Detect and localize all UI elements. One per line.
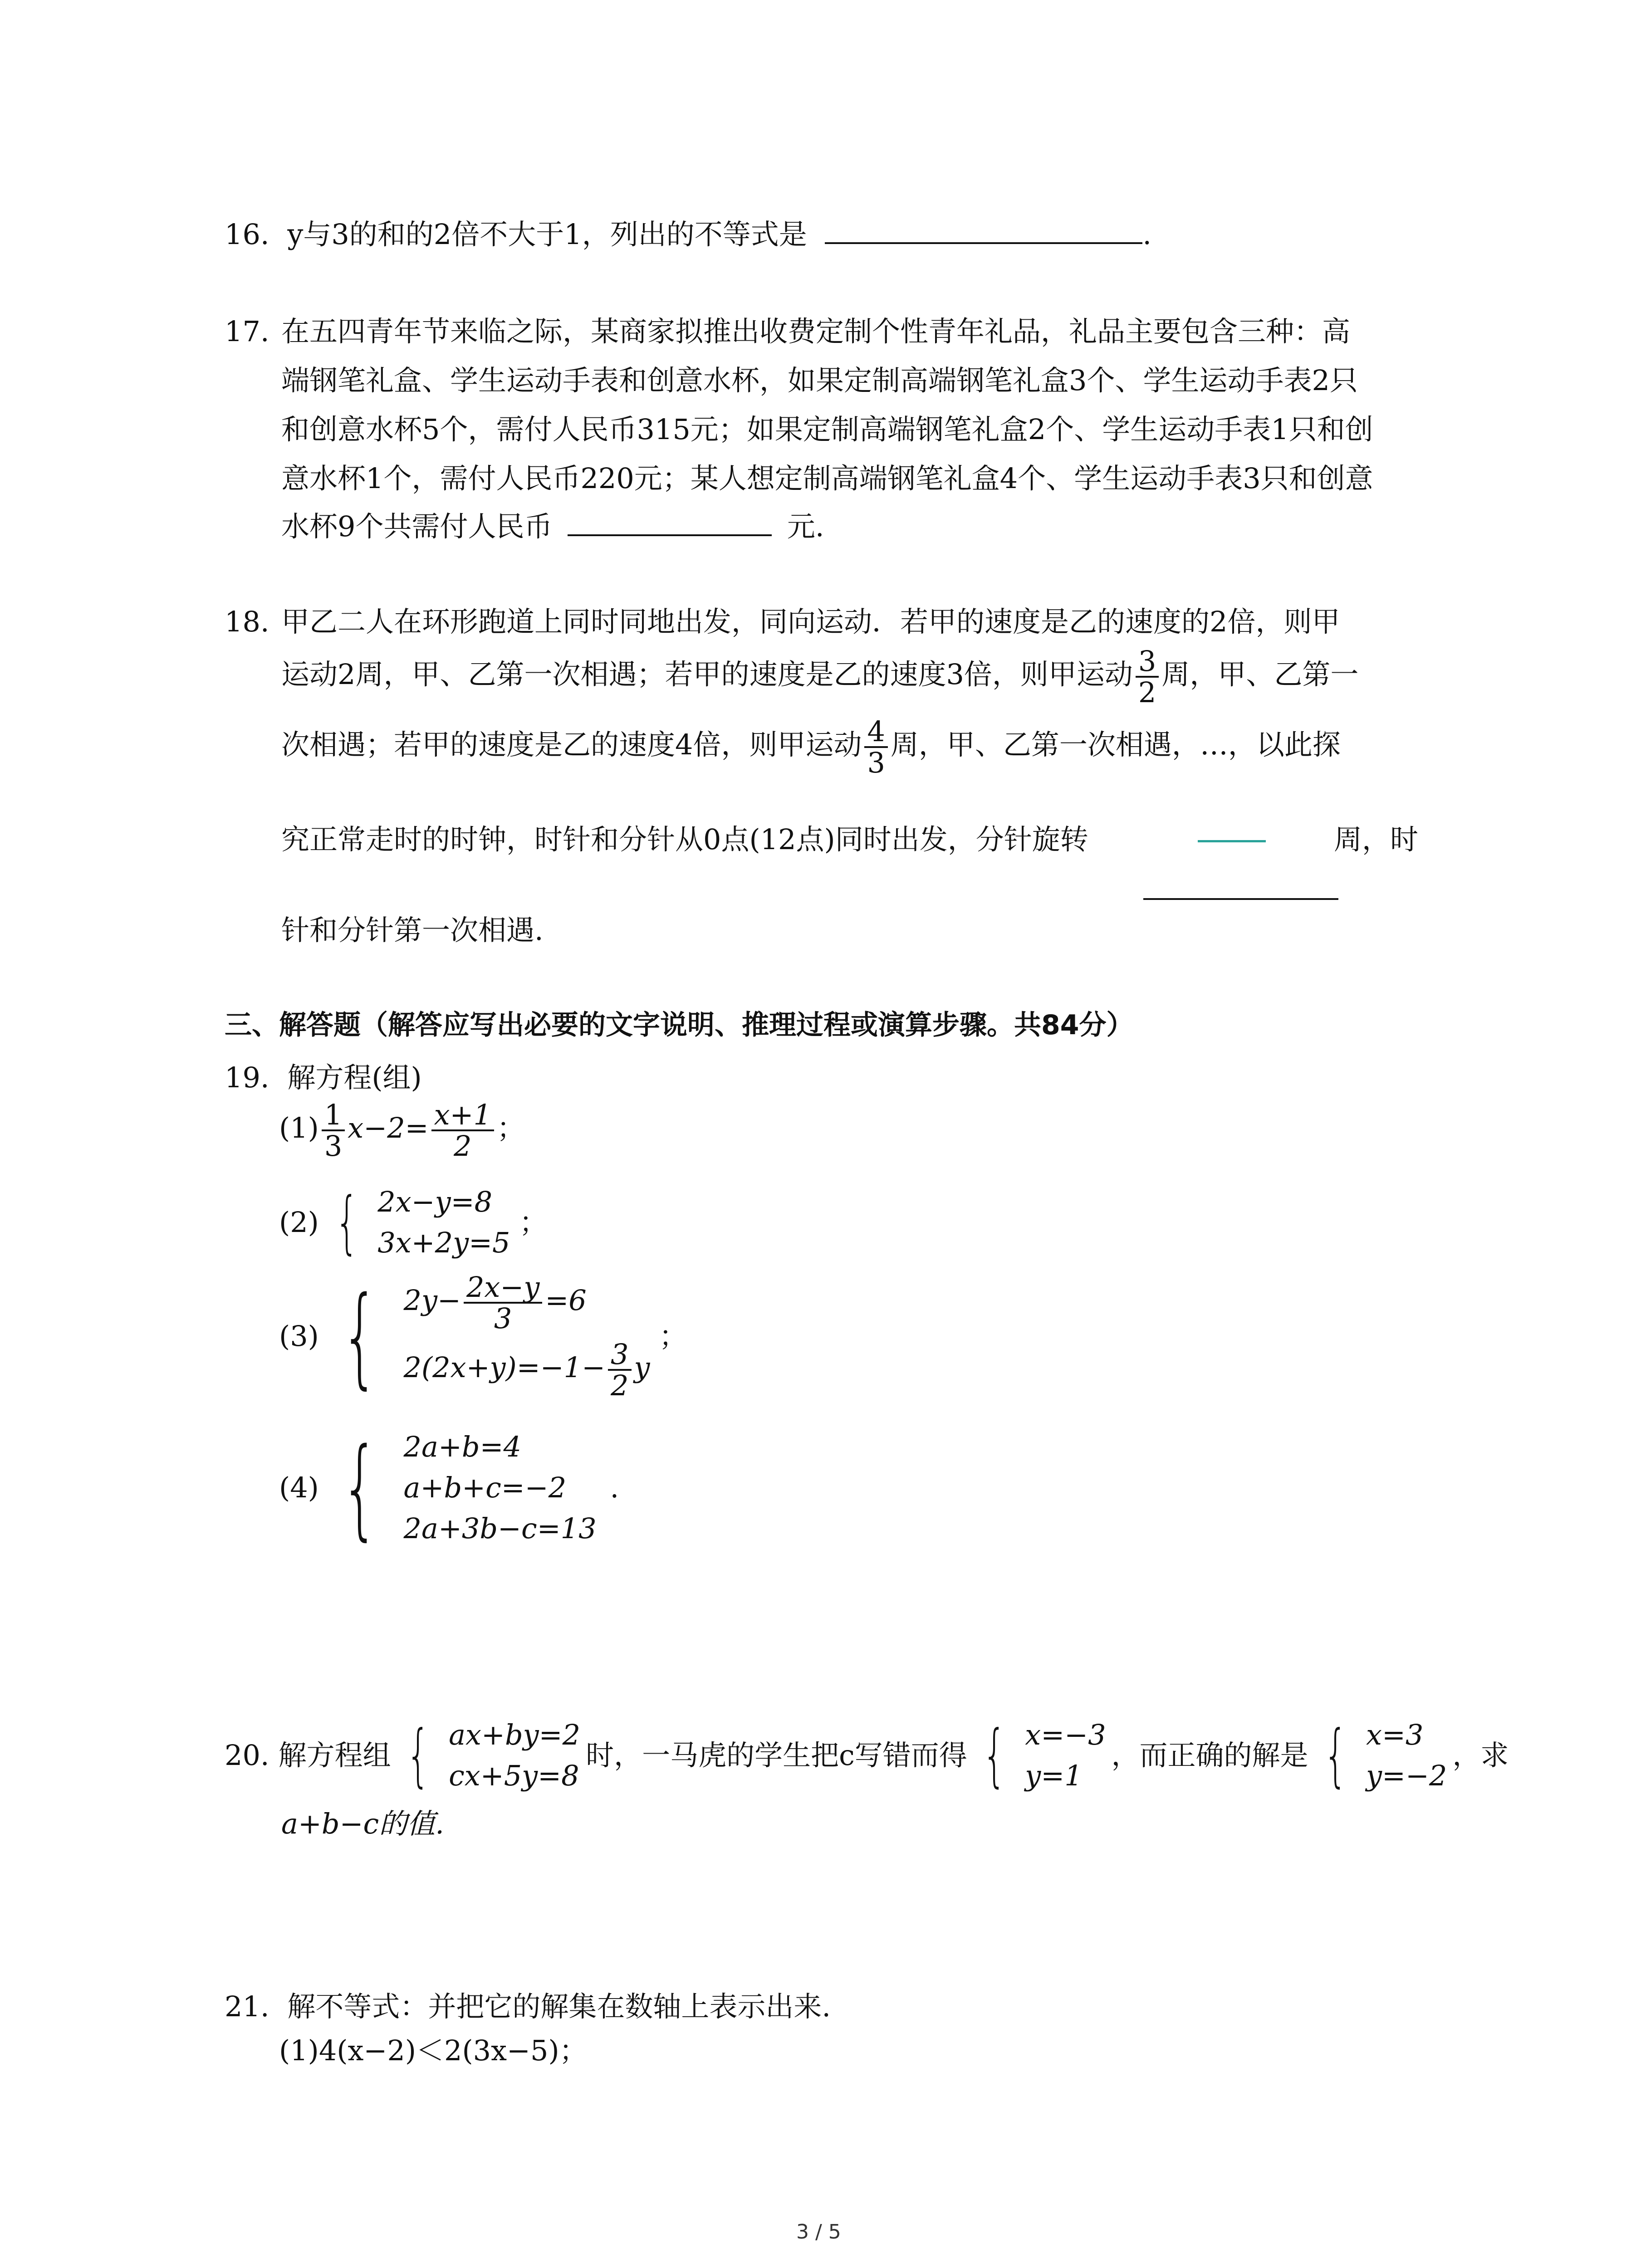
equation: 2a+b=4	[403, 1430, 521, 1463]
part-label: (3)	[279, 1320, 319, 1353]
brace-icon: {	[982, 1716, 1006, 1795]
fraction-numerator: 3	[608, 1339, 631, 1371]
question-18-num: 18.	[225, 605, 269, 638]
fraction	[322, 1100, 345, 1161]
part-label: (2)	[279, 1205, 319, 1239]
question-number: 21.	[225, 1990, 269, 2023]
question-text: 次相遇；若甲的速度是乙的速度4倍，则甲运动	[281, 728, 862, 762]
question-text: 水杯9个共需付人民币	[281, 510, 553, 543]
question-text: 时，一马虎的学生把c写错而得	[586, 1738, 967, 1772]
equation-lines	[404, 1427, 597, 1549]
equation-lines	[1025, 1715, 1106, 1796]
fraction-denominator: 3	[324, 1129, 343, 1163]
q19-part-2	[279, 1182, 548, 1263]
question-20-line-2: a+b−c的值.	[281, 1807, 444, 1840]
fraction-numerator: 1	[322, 1100, 345, 1131]
q19-part-4	[279, 1424, 619, 1551]
answer-blank[interactable]	[825, 242, 1142, 244]
question-20-content	[225, 1715, 1509, 1796]
equation-lines	[1366, 1715, 1447, 1796]
question-21-part-1: (1)4(x−2)＜2(3x−5)；	[279, 2034, 588, 2067]
equation-lines	[377, 1182, 510, 1263]
question-17-line-1: 在五四青年节来临之际，某商家拟推出收费定制个性青年礼品，礼品主要包含三种：高	[281, 315, 1351, 348]
question-18-line-5: 针和分针第一次相遇.	[281, 914, 544, 947]
fraction	[1136, 646, 1159, 707]
equation-system	[279, 1424, 619, 1551]
fraction-numerator: x+1	[431, 1100, 494, 1131]
equation: 2a+3b−c=13	[403, 1511, 597, 1545]
fraction	[608, 1338, 631, 1403]
question-number: 20.	[225, 1738, 269, 1772]
question-17-line-2: 端钢笔礼盒、学生运动手表和创意水杯，如果定制高端钢笔礼盒3个、学生运动手表2只	[281, 364, 1358, 397]
fraction-numerator: 3	[1136, 646, 1159, 678]
answer-blank[interactable]	[568, 534, 772, 536]
equation-lines	[403, 1271, 650, 1403]
question-number: 19.	[225, 1061, 269, 1094]
question-text: 周，甲、乙第一	[1161, 658, 1359, 691]
answer-blank[interactable]	[1143, 898, 1338, 900]
equation: cx+5y=8	[449, 1759, 579, 1792]
equation-system	[279, 1271, 687, 1403]
question-20-line-1	[225, 1715, 1509, 1796]
question-text: y与3的和的2倍不大于1，列出的不等式是	[287, 218, 807, 251]
fraction-denominator: 2	[454, 1129, 472, 1163]
question-text: 解不等式：并把它的解集在数轴上表示出来.	[287, 1990, 831, 2023]
fraction-denominator: 2	[1138, 676, 1156, 709]
question-number: 16.	[225, 218, 269, 251]
equation	[403, 1338, 650, 1403]
fraction	[464, 1272, 542, 1333]
brace-icon: {	[341, 1424, 379, 1551]
question-18-line-1: 甲乙二人在环形跑道上同时同地出发，同向运动．若甲的速度是乙的速度的2倍，则甲	[281, 605, 1340, 638]
equation: x=−3	[1025, 1718, 1106, 1751]
question-18-line-3	[281, 715, 1341, 780]
equation: ax+by=2	[449, 1718, 581, 1751]
equation: a+b+c=−2	[403, 1471, 567, 1504]
part-end: ；	[496, 1111, 525, 1145]
question-end: 元.	[787, 510, 824, 543]
question-text: 解方程(组)	[287, 1061, 422, 1094]
answer-placeholder-mark	[1198, 840, 1266, 842]
brace-icon: {	[406, 1716, 430, 1795]
fraction	[864, 715, 887, 780]
question-text: 周，甲、乙第一次相遇，…，以此探	[890, 728, 1341, 762]
equation-text: x−2=	[348, 1111, 429, 1145]
question-text: 运动2周，甲、乙第一次相遇；若甲的速度是乙的速度3倍，则甲运动	[281, 658, 1133, 691]
question-18-line-2	[281, 646, 1358, 707]
part-label: (4)	[279, 1471, 319, 1504]
fraction-denominator: 3	[494, 1302, 512, 1335]
q19-part-1	[279, 1100, 525, 1161]
equation: 3x+2y=5	[377, 1226, 510, 1259]
question-16	[225, 220, 1151, 249]
question-text: ，而正确的解是	[1111, 1738, 1308, 1772]
question-21	[225, 1990, 831, 2023]
part-end: ；	[519, 1205, 548, 1239]
fraction-denominator: 2	[611, 1369, 629, 1403]
page-number: 3 / 5	[796, 2220, 841, 2244]
question-text: ，求	[1452, 1738, 1509, 1772]
section-heading: 三、解答题（解答应写出必要的文字说明、推理过程或演算步骤。共84分）	[225, 1009, 1134, 1041]
question-19-title	[225, 1061, 422, 1094]
part-end: ；	[659, 1320, 687, 1353]
equation: x=3	[1366, 1718, 1424, 1751]
part-label: (1)	[279, 1111, 319, 1145]
equation-lines	[449, 1715, 580, 1796]
part-end: .	[610, 1471, 619, 1504]
question-text: 解方程组	[278, 1738, 391, 1772]
question-17-num: 17.	[225, 315, 269, 348]
equation-text: 2y−	[403, 1284, 461, 1317]
equation: y=1	[1025, 1759, 1083, 1792]
fraction-numerator: 4	[864, 717, 887, 748]
fraction-denominator: 3	[867, 746, 885, 780]
question-17-line-3: 和创意水杯5个，需付人民币315元；如果定制高端钢笔礼盒2个、学生运动手表1只和创	[281, 413, 1373, 446]
question-17-line-5	[281, 510, 824, 543]
q19-part-3	[279, 1271, 687, 1403]
equation-text: =6	[545, 1284, 587, 1317]
question-17-line-4: 意水杯1个，需付人民币220元；某人想定制高端钢笔礼盒4个、学生运动手表3只和创意	[281, 462, 1373, 495]
question-18-line-4b: 周，时	[1334, 823, 1419, 856]
equation: y=−2	[1366, 1759, 1447, 1792]
brace-icon: {	[335, 1183, 359, 1262]
equation-text: 2(2x+y)=−1−	[403, 1351, 606, 1384]
question-18-line-4a: 究正常走时的时钟，时针和分针从0点(12点)同时出发，分针旋转	[281, 823, 1088, 856]
brace-icon: {	[1323, 1716, 1347, 1795]
equation	[404, 1272, 650, 1333]
equation-text: y	[634, 1351, 650, 1384]
fraction-numerator: 2x−y	[464, 1272, 542, 1304]
equation-system	[279, 1182, 548, 1263]
equation: 2x−y=8	[377, 1185, 493, 1218]
question-end: .	[1142, 218, 1152, 251]
fraction	[431, 1100, 494, 1161]
brace-icon: {	[341, 1273, 379, 1400]
